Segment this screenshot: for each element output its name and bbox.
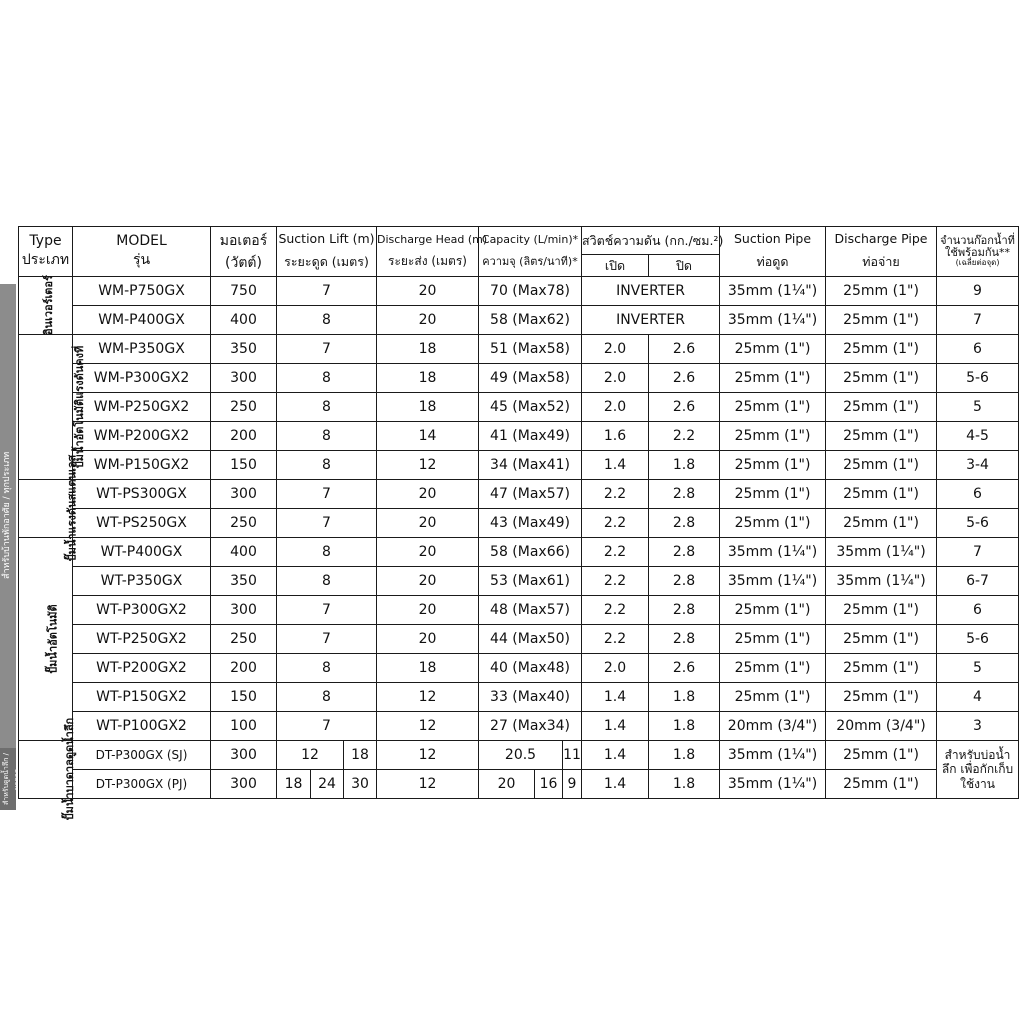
suction-lift-cell: 8: [277, 306, 377, 335]
discharge-pipe-cell: 25mm (1"): [826, 451, 937, 480]
discharge-pipe-cell: 25mm (1"): [826, 654, 937, 683]
taps-cell: 7: [937, 306, 1019, 335]
suction-pipe-cell: 25mm (1"): [720, 422, 826, 451]
taps-cell: 4: [937, 683, 1019, 712]
pressure-off-cell: 1.8: [649, 451, 720, 480]
discharge-pipe-cell: 25mm (1"): [826, 422, 937, 451]
pressure-on-cell: 2.0: [582, 654, 649, 683]
capacity-cell: 34 (Max41): [479, 451, 582, 480]
suction-pipe-cell: 35mm (1¼"): [720, 567, 826, 596]
motor-cell: 250: [211, 625, 277, 654]
motor-cell: 150: [211, 451, 277, 480]
discharge-pipe-cell: 35mm (1¼"): [826, 567, 937, 596]
discharge-pipe-cell: 25mm (1"): [826, 335, 937, 364]
header-capacity: Capacity (L/min)* ความจุ (ลิตร/นาที)*: [479, 227, 582, 277]
discharge-head-cell: 20: [377, 625, 479, 654]
model-cell: DT-P300GX (PJ): [73, 770, 211, 799]
motor-cell: 150: [211, 683, 277, 712]
category-label: ปั๊มน้ำบาดาลดูดน้ำลึก: [63, 718, 77, 821]
suction-pipe-cell: 25mm (1"): [720, 393, 826, 422]
capacity-cell: 20: [479, 770, 535, 799]
spec-table-wrapper: [18, 226, 1018, 821]
discharge-head-cell: 20: [377, 538, 479, 567]
motor-cell: 400: [211, 306, 277, 335]
category-label: ปั๊มน้ำอัตโนมัติ: [46, 604, 60, 674]
pressure-off-cell: 2.6: [649, 364, 720, 393]
pressure-on-cell: 2.0: [582, 335, 649, 364]
taps-cell: 5-6: [937, 364, 1019, 393]
capacity-cell: 11: [563, 741, 582, 770]
pressure-on-cell: 2.2: [582, 480, 649, 509]
table-row-deep: [19, 741, 1019, 770]
table-row: [19, 335, 1019, 364]
discharge-pipe-cell: 35mm (1¼"): [826, 538, 937, 567]
header-motor: มอเตอร์ (วัตต์): [211, 227, 277, 277]
capacity-cell: 27 (Max34): [479, 712, 582, 741]
capacity-cell: 43 (Max49): [479, 509, 582, 538]
table-row: [19, 422, 1019, 451]
header-row-1: [19, 227, 1019, 255]
discharge-head-cell: 12: [377, 683, 479, 712]
header-pressure-on: เปิด: [582, 255, 649, 277]
motor-cell: 400: [211, 538, 277, 567]
suction-lift-cell: 7: [277, 596, 377, 625]
pressure-off-cell: 2.2: [649, 422, 720, 451]
pressure-off-cell: 2.6: [649, 393, 720, 422]
motor-cell: 200: [211, 422, 277, 451]
header-suction-pipe: Suction Pipe ท่อดูด: [720, 227, 826, 277]
table-row: [19, 364, 1019, 393]
category-label: ปั๊มน้ำอัตโนมัติแรงดันคงที่: [73, 345, 87, 469]
motor-cell: 750: [211, 277, 277, 306]
header-suction-lift: Suction Lift (m) ระยะดูด (เมตร): [277, 227, 377, 277]
capacity-cell: 70 (Max78): [479, 277, 582, 306]
suction-lift-cell: 8: [277, 364, 377, 393]
spec-table: [18, 226, 1019, 821]
taps-cell: 7: [937, 538, 1019, 567]
discharge-pipe-cell: 25mm (1"): [826, 770, 937, 799]
suction-lift-cell: 8: [277, 393, 377, 422]
capacity-cell: 45 (Max52): [479, 393, 582, 422]
pressure-off-cell: 1.8: [649, 683, 720, 712]
pressure-on-cell: 2.2: [582, 625, 649, 654]
model-cell: WM-P300GX2: [73, 364, 211, 393]
taps-cell: 5: [937, 393, 1019, 422]
capacity-cell: 44 (Max50): [479, 625, 582, 654]
side-label-bottom: สำหรับดูดน้ำลึก / บาดาล: [2, 753, 21, 805]
discharge-head-cell: 18: [377, 335, 479, 364]
discharge-pipe-cell: 25mm (1"): [826, 625, 937, 654]
suction-lift-cell: 18: [277, 770, 311, 799]
pressure-on-cell: 2.0: [582, 364, 649, 393]
discharge-head-cell: 18: [377, 654, 479, 683]
header-model: MODEL รุ่น: [73, 227, 211, 277]
suction-pipe-cell: 25mm (1"): [720, 335, 826, 364]
table-row-deep: [19, 770, 1019, 799]
suction-pipe-cell: 25mm (1"): [720, 654, 826, 683]
motor-cell: 300: [211, 364, 277, 393]
motor-cell: 250: [211, 509, 277, 538]
model-cell: WM-P400GX: [73, 306, 211, 335]
pressure-on-cell: 2.2: [582, 567, 649, 596]
discharge-head-cell: 12: [377, 741, 479, 770]
pressure-on-cell: 2.2: [582, 596, 649, 625]
discharge-head-cell: 18: [377, 393, 479, 422]
suction-lift-cell: 7: [277, 509, 377, 538]
capacity-cell: 58 (Max62): [479, 306, 582, 335]
suction-lift-cell: 8: [277, 422, 377, 451]
capacity-cell: 47 (Max57): [479, 480, 582, 509]
table-row: [19, 567, 1019, 596]
capacity-cell: 49 (Max58): [479, 364, 582, 393]
pressure-on-cell: 1.4: [582, 770, 649, 799]
discharge-head-cell: 12: [377, 451, 479, 480]
table-row: [19, 538, 1019, 567]
pressure-off-cell: 1.8: [649, 770, 720, 799]
motor-cell: 200: [211, 654, 277, 683]
suction-pipe-cell: 25mm (1"): [720, 625, 826, 654]
model-cell: WM-P250GX2: [73, 393, 211, 422]
suction-lift-cell: 18: [344, 741, 377, 770]
suction-pipe-cell: 25mm (1"): [720, 509, 826, 538]
pressure-off-cell: 1.8: [649, 712, 720, 741]
pressure-inverter-cell: INVERTER: [582, 277, 720, 306]
capacity-cell: 16: [535, 770, 563, 799]
discharge-head-cell: 20: [377, 277, 479, 306]
category-stainless: [19, 455, 79, 562]
suction-lift-cell: 12: [277, 741, 344, 770]
motor-cell: 350: [211, 567, 277, 596]
pressure-on-cell: 1.6: [582, 422, 649, 451]
model-cell: WT-P100GX2: [73, 712, 211, 741]
suction-pipe-cell: 25mm (1"): [720, 596, 826, 625]
taps-cell: 6: [937, 480, 1019, 509]
taps-cell: 5: [937, 654, 1019, 683]
model-cell: WT-P200GX2: [73, 654, 211, 683]
taps-cell: 6-7: [937, 567, 1019, 596]
pressure-on-cell: 1.4: [582, 712, 649, 741]
discharge-head-cell: 20: [377, 480, 479, 509]
pressure-on-cell: 1.4: [582, 683, 649, 712]
pressure-off-cell: 2.8: [649, 596, 720, 625]
model-cell: WM-P150GX2: [73, 451, 211, 480]
suction-pipe-cell: 35mm (1¼"): [720, 538, 826, 567]
pressure-on-cell: 1.4: [582, 741, 649, 770]
suction-pipe-cell: 35mm (1¼"): [720, 306, 826, 335]
pressure-on-cell: 1.4: [582, 451, 649, 480]
model-cell: WM-P200GX2: [73, 422, 211, 451]
discharge-pipe-cell: 25mm (1"): [826, 596, 937, 625]
taps-cell: 4-5: [937, 422, 1019, 451]
capacity-cell: 40 (Max48): [479, 654, 582, 683]
discharge-head-cell: 20: [377, 306, 479, 335]
suction-lift-cell: 7: [277, 480, 377, 509]
header-pressure-off: ปิด: [649, 255, 720, 277]
pressure-off-cell: 2.8: [649, 625, 720, 654]
pressure-off-cell: 2.8: [649, 509, 720, 538]
pressure-off-cell: 2.8: [649, 567, 720, 596]
model-cell: WT-PS250GX: [73, 509, 211, 538]
capacity-cell: 41 (Max49): [479, 422, 582, 451]
discharge-head-cell: 18: [377, 364, 479, 393]
pressure-off-cell: 1.8: [649, 741, 720, 770]
discharge-head-cell: 14: [377, 422, 479, 451]
suction-lift-cell: 7: [277, 712, 377, 741]
discharge-pipe-cell: 25mm (1"): [826, 683, 937, 712]
suction-lift-cell: 8: [277, 654, 377, 683]
suction-pipe-cell: 20mm (3/4"): [720, 712, 826, 741]
model-cell: WM-P350GX: [73, 335, 211, 364]
taps-cell: 5-6: [937, 509, 1019, 538]
pressure-on-cell: 2.2: [582, 509, 649, 538]
category-label: ปั๊มน้ำแรงดันสแตนเลส: [65, 455, 79, 562]
category-label: อินเวอร์เตอร์: [41, 275, 55, 336]
capacity-cell: 33 (Max40): [479, 683, 582, 712]
suction-lift-cell: 7: [277, 625, 377, 654]
suction-pipe-cell: 35mm (1¼"): [720, 277, 826, 306]
capacity-cell: 53 (Max61): [479, 567, 582, 596]
pressure-on-cell: 2.0: [582, 393, 649, 422]
discharge-head-cell: 12: [377, 770, 479, 799]
deep-well-note: สำหรับบ่อน้ำลึก เพื่อกักเก็บใช้งาน: [937, 741, 1019, 799]
taps-cell: 6: [937, 335, 1019, 364]
header-discharge-pipe: Discharge Pipe ท่อจ่าย: [826, 227, 937, 277]
table-row: [19, 683, 1019, 712]
table-row: [19, 277, 1019, 306]
taps-cell: 3-4: [937, 451, 1019, 480]
category-auto: [19, 538, 73, 741]
model-cell: DT-P300GX (SJ): [73, 741, 211, 770]
suction-lift-cell: 30: [344, 770, 377, 799]
taps-cell: 3: [937, 712, 1019, 741]
category-inverter: [19, 277, 73, 335]
table-body: [19, 275, 1019, 821]
discharge-pipe-cell: 25mm (1"): [826, 364, 937, 393]
table-row: [19, 625, 1019, 654]
motor-cell: 300: [211, 770, 277, 799]
capacity-cell: 51 (Max58): [479, 335, 582, 364]
discharge-pipe-cell: 25mm (1"): [826, 277, 937, 306]
taps-cell: 6: [937, 596, 1019, 625]
header-discharge-head: Discharge Head (m) ระยะส่ง (เมตร): [377, 227, 479, 277]
motor-cell: 250: [211, 393, 277, 422]
capacity-cell: 9: [563, 770, 582, 799]
suction-pipe-cell: 35mm (1¼"): [720, 770, 826, 799]
motor-cell: 300: [211, 596, 277, 625]
suction-lift-cell: 7: [277, 335, 377, 364]
motor-cell: 300: [211, 741, 277, 770]
model-cell: WM-P750GX: [73, 277, 211, 306]
model-cell: WT-P150GX2: [73, 683, 211, 712]
pressure-off-cell: 2.8: [649, 538, 720, 567]
model-cell: WT-PS300GX: [73, 480, 211, 509]
discharge-pipe-cell: 25mm (1"): [826, 480, 937, 509]
table-row: [19, 509, 1019, 538]
pressure-off-cell: 2.8: [649, 480, 720, 509]
table-row: [19, 306, 1019, 335]
discharge-head-cell: 20: [377, 596, 479, 625]
capacity-cell: 20.5: [479, 741, 563, 770]
pressure-off-cell: 2.6: [649, 654, 720, 683]
suction-lift-cell: 7: [277, 277, 377, 306]
suction-pipe-cell: 25mm (1"): [720, 683, 826, 712]
header-type: Type ประเภท: [19, 227, 73, 277]
table-row: [19, 480, 1019, 509]
suction-pipe-cell: 25mm (1"): [720, 480, 826, 509]
motor-cell: 350: [211, 335, 277, 364]
suction-lift-cell: 8: [277, 451, 377, 480]
pressure-on-cell: 2.2: [582, 538, 649, 567]
taps-cell: 5-6: [937, 625, 1019, 654]
pressure-off-cell: 2.6: [649, 335, 720, 364]
discharge-pipe-cell: 25mm (1"): [826, 306, 937, 335]
model-cell: WT-P300GX2: [73, 596, 211, 625]
capacity-cell: 48 (Max57): [479, 596, 582, 625]
model-cell: WT-P350GX: [73, 567, 211, 596]
discharge-pipe-cell: 25mm (1"): [826, 741, 937, 770]
model-cell: WT-P250GX2: [73, 625, 211, 654]
discharge-head-cell: 12: [377, 712, 479, 741]
category-deep_well: [19, 718, 77, 821]
table-row: [19, 654, 1019, 683]
suction-lift-cell: 8: [277, 538, 377, 567]
suction-pipe-cell: 35mm (1¼"): [720, 741, 826, 770]
model-cell: WT-P400GX: [73, 538, 211, 567]
capacity-cell: 58 (Max66): [479, 538, 582, 567]
discharge-pipe-cell: 20mm (3/4"): [826, 712, 937, 741]
suction-lift-cell: 24: [311, 770, 344, 799]
suction-lift-cell: 8: [277, 683, 377, 712]
discharge-head-cell: 20: [377, 567, 479, 596]
side-label-main: สำหรับบ้านพักอาศัย / ทุกประเภท: [2, 451, 12, 579]
taps-cell: 9: [937, 277, 1019, 306]
header-taps: จำนวนก๊อกน้ำที่ใช้พร้อมกัน** (เฉลี่ยต่อจุด): [937, 227, 1019, 277]
motor-cell: 100: [211, 712, 277, 741]
table-row: [19, 451, 1019, 480]
suction-lift-cell: 8: [277, 567, 377, 596]
motor-cell: 300: [211, 480, 277, 509]
table-row: [19, 393, 1019, 422]
discharge-pipe-cell: 25mm (1"): [826, 509, 937, 538]
header-pressure-switch: สวิตช์ความดัน (กก./ซม.²): [582, 227, 720, 255]
suction-pipe-cell: 25mm (1"): [720, 451, 826, 480]
discharge-head-cell: 20: [377, 509, 479, 538]
discharge-pipe-cell: 25mm (1"): [826, 393, 937, 422]
table-row: [19, 712, 1019, 741]
pressure-inverter-cell: INVERTER: [582, 306, 720, 335]
suction-pipe-cell: 25mm (1"): [720, 364, 826, 393]
table-row: [19, 596, 1019, 625]
